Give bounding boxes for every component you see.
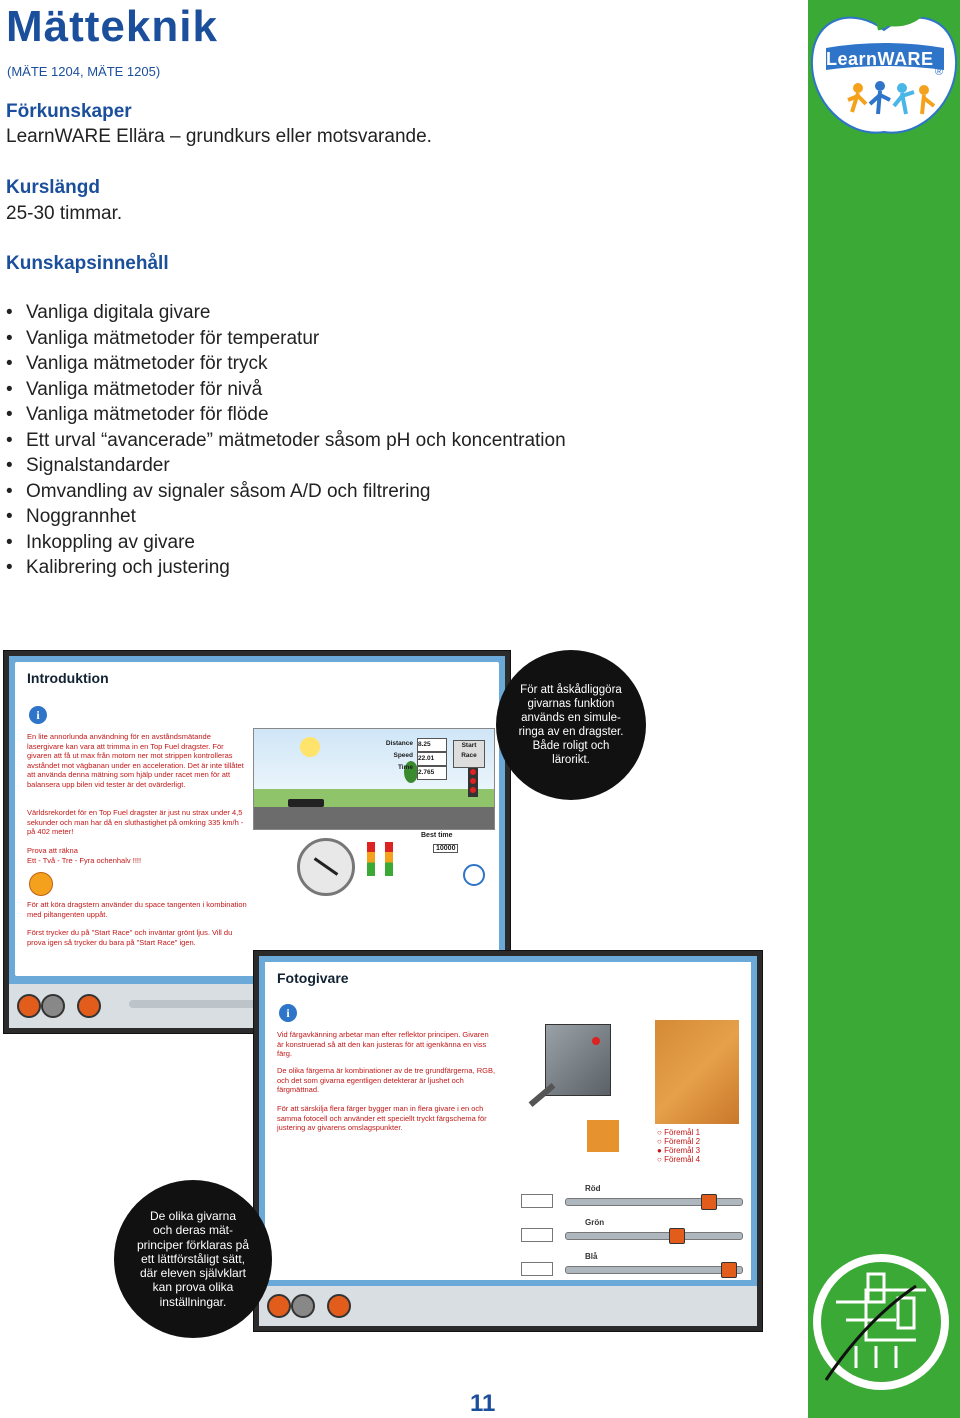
speed-value: 22.01: [417, 752, 447, 766]
option-foremal-1[interactable]: ○ Föremål 1: [657, 1128, 701, 1137]
callout-text: För att åskådliggöra givarnas funktion används en simule- ringa av en dragster. Både roligt och lärorikt.: [518, 684, 624, 766]
stop-button[interactable]: [41, 994, 65, 1018]
race-values: [417, 738, 447, 780]
screenshot-fotogivare: [253, 950, 763, 1332]
start-race-button[interactable]: Start Race: [453, 740, 485, 768]
value-box-green[interactable]: [521, 1228, 553, 1242]
sound-icon[interactable]: [463, 864, 485, 886]
time-value: 2.765: [417, 766, 447, 780]
forward-button[interactable]: [77, 994, 101, 1018]
length-heading: Kurslängd: [6, 177, 100, 198]
intro-paragraph: Prova att räkna Ett - Två - Tre - Fyra ochenhalv !!!!: [27, 846, 142, 865]
prereq-text: LearnWARE Ellära – grundkurs eller motsvarande.: [6, 126, 432, 147]
callout-dragster: [496, 650, 646, 800]
logo-text: LearnWARE: [826, 49, 934, 69]
intro-paragraph: En lite annorlunda användning för en avståndsmätande lasergivare kan vara att trimma in en Top Fuel dragster. För givaren att få ut max från motorn ner mot strippen kontrolleras avståndet mot vägbanan under en acceleration. Det är inte tillåtet att använda denna mätning som hjälp under racet men för att balansera upp bilen vid tester är det ovärderligt.: [27, 732, 244, 789]
list-item: • Kalibrering och justering: [6, 555, 566, 581]
slider-knob-blue[interactable]: [721, 1262, 737, 1278]
back-button[interactable]: [17, 994, 41, 1018]
length-text: 25-30 timmar.: [6, 203, 123, 224]
intro-paragraph: För att köra dragstern använder du space tangenten i kombination med piltangenten uppåt.: [27, 900, 247, 919]
content-card: [265, 962, 751, 1280]
list-item: • Vanliga mätmetoder för flöde: [6, 402, 566, 428]
list-item: • Vanliga mätmetoder för nivå: [6, 377, 566, 403]
foto-paragraph: Vid färgavkänning arbetar man efter reflektor principen. Givaren är konstruerad så att den kan justeras för att igenkänna en viss färg.: [277, 1030, 489, 1058]
list-item: • Vanliga mätmetoder för tryck: [6, 351, 566, 377]
list-item: • Inkoppling av givare: [6, 530, 566, 556]
distance-label: Distance: [385, 740, 413, 747]
content-heading: Kunskapsinnehåll: [6, 253, 169, 274]
page-title: Mätteknik: [6, 2, 218, 51]
option-foremal-2[interactable]: ○ Föremål 2: [657, 1137, 701, 1146]
info-icon[interactable]: i: [279, 1004, 297, 1022]
sensor-led: [592, 1037, 600, 1045]
option-label: Föremål 3: [664, 1146, 701, 1155]
nav-bar: [259, 1286, 757, 1326]
foto-paragraph: De olika färgerna är kombinationer av de tre grundfärgerna, RGB, och det som givarna egentligen detekterar är ljushet och färgmättnad.: [277, 1066, 496, 1094]
race-labels: [365, 738, 413, 774]
slider-knob-green[interactable]: [669, 1228, 685, 1244]
back-button[interactable]: [267, 1294, 291, 1318]
callout-text: De olika givarna och deras mät- principer förklaras på ett lättförståligt sätt, där eleven självklart kan prova olika inställningar.: [136, 1209, 250, 1309]
registered-mark: ®: [935, 66, 944, 78]
list-item: • Noggrannhet: [6, 504, 566, 530]
list-item: • Ett urval “avancerade” mätmetoder såsom pH och koncentration: [6, 428, 566, 454]
option-label: Föremål 2: [664, 1137, 701, 1146]
best-time-label: Best time: [421, 832, 453, 839]
slider-label-green: Grön: [585, 1218, 605, 1227]
gauge-needle: [314, 857, 339, 876]
level-bar: [385, 842, 393, 876]
intro-paragraph: Världsrekordet för en Top Fuel dragster är just nu strax under 4,5 sekunder och man har då en sluthastighet på omkring 335 km/h - på 402 meter!: [27, 808, 244, 836]
circuit-emblem: [806, 1250, 956, 1392]
stop-button[interactable]: [291, 1294, 315, 1318]
app-screen: [259, 956, 757, 1326]
prereq-heading: Förkunskaper: [6, 101, 132, 122]
intro-paragraph: Först trycker du på "Start Race" och inväntar grönt ljus. Vill du prova igen så trycker du bara på "Start Race" igen.: [27, 928, 233, 947]
option-label: Föremål 1: [664, 1128, 701, 1137]
option-label: Föremål 4: [664, 1155, 701, 1164]
slider-label-blue: Blå: [585, 1252, 598, 1261]
course-codes: (MÄTE 1204, MÄTE 1205): [7, 64, 161, 79]
list-item: • Omvandling av signaler såsom A/D och filtrering: [6, 479, 566, 505]
slider-blue[interactable]: [565, 1266, 743, 1274]
best-time-value: 10000: [433, 844, 458, 853]
value-box-red[interactable]: [521, 1194, 553, 1208]
dragster-icon: [288, 799, 324, 807]
list-item: • Vanliga mätmetoder för temperatur: [6, 326, 566, 352]
forward-button[interactable]: [327, 1294, 351, 1318]
callout-givare: [114, 1180, 272, 1338]
speed-label: Speed: [393, 752, 413, 759]
color-swatch: [587, 1120, 619, 1152]
content-list: [6, 300, 566, 581]
slider-green[interactable]: [565, 1232, 743, 1240]
slider-label-red: Röd: [585, 1184, 601, 1193]
character-icon: [29, 872, 53, 896]
sun-icon: [300, 737, 320, 757]
page-number: 11: [470, 1390, 496, 1417]
option-foremal-4[interactable]: ○ Föremål 4: [657, 1155, 701, 1164]
foto-paragraph: För att särskilja flera färger bygger man in flera givare i en och samma fotocell och använder ett speciellt tryckt färgschema för justering av givarens omslagspunkter.: [277, 1104, 487, 1132]
time-label: Time: [397, 764, 413, 771]
info-icon[interactable]: i: [29, 706, 47, 724]
wood-sample: [655, 1020, 739, 1124]
side-bar: [808, 0, 960, 1418]
screen-title: Introduktion: [27, 670, 109, 686]
speed-gauge: [297, 838, 355, 896]
level-bar: [367, 842, 375, 876]
list-item: • Signalstandarder: [6, 453, 566, 479]
screen-title: Fotogivare: [277, 970, 349, 986]
value-box-blue[interactable]: [521, 1262, 553, 1276]
photo-sensor-icon: [545, 1024, 611, 1096]
slider-knob-red[interactable]: [701, 1194, 717, 1210]
option-foremal-3[interactable]: ● Föremål 3: [657, 1146, 701, 1155]
distance-value: 8.25: [417, 738, 447, 752]
list-item: • Vanliga digitala givare: [6, 300, 566, 326]
content-card: [15, 662, 499, 976]
